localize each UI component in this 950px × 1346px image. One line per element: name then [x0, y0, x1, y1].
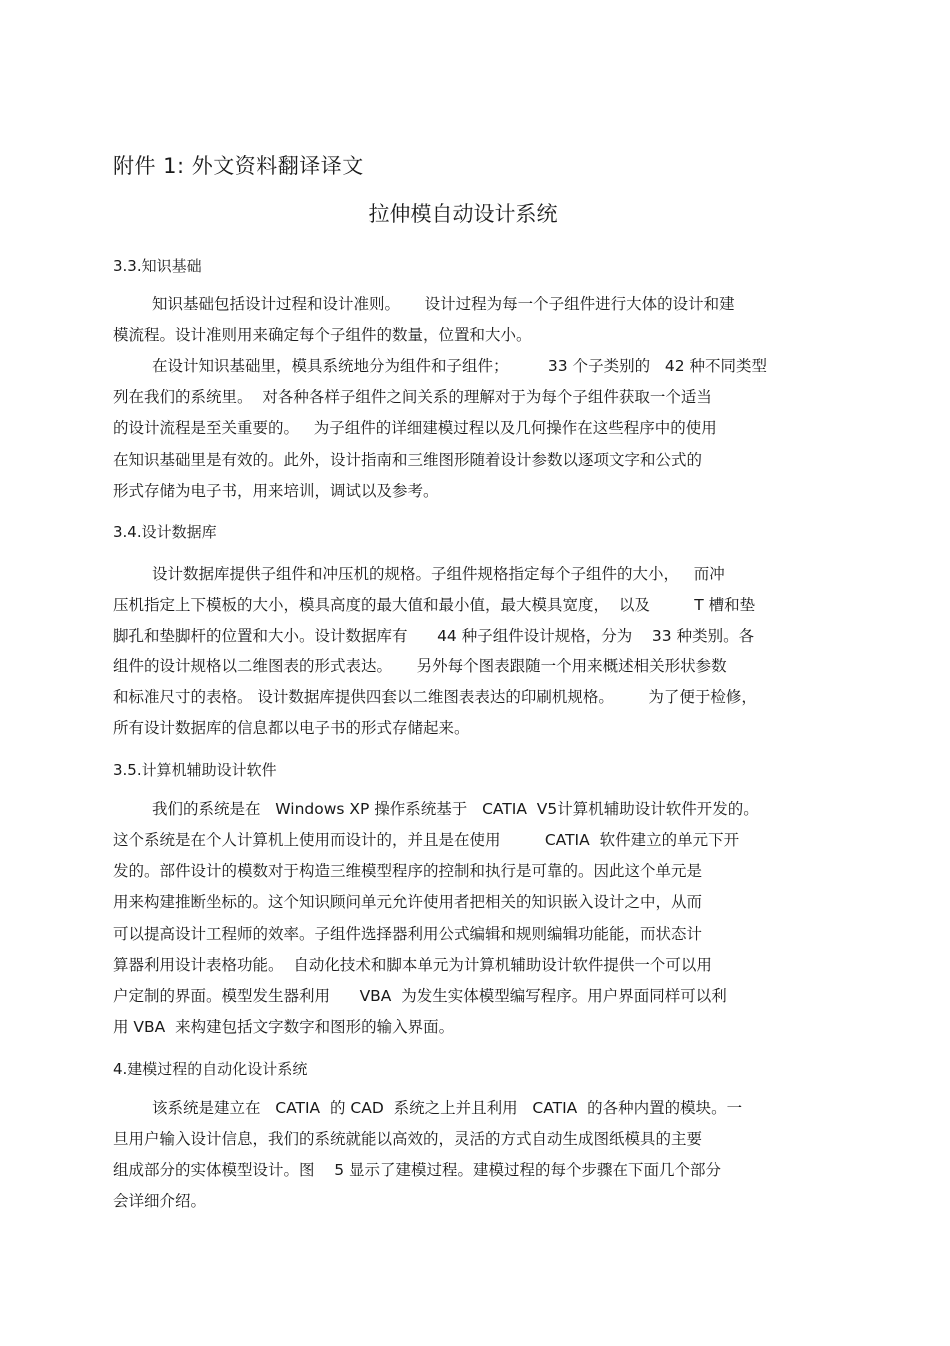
paragraph-line: 在知识基础里是有效的。此外，设计指南和三维图形随着设计参数以逐项文字和公式的 — [113, 451, 703, 469]
paragraph-line: 该系统是建立在 CATIA 的 CAD 系统之上并且利用 CATIA 的各种内置的模块。一 — [152, 1099, 743, 1117]
paragraph-line: 所有设计数据库的信息都以电子书的形式存储起来。 — [113, 719, 470, 737]
paragraph-line: 列在我们的系统里。 对各种各样子组件之间关系的理解对于为每个子组件获取一个适当 — [113, 388, 712, 406]
paragraph-line: 知识基础包括设计过程和设计准则。 设计过程为每一个子组件进行大体的设计和建 — [152, 295, 735, 313]
paragraph-line: 组件的设计规格以二维图表的形式表达。 另外每个图表跟随一个用来概述相关形状参数 — [113, 657, 727, 675]
paragraph-line: 旦用户输入设计信息，我们的系统就能以高效的，灵活的方式自动生成图纸模具的主要 — [113, 1130, 703, 1148]
paragraph-line: 压机指定上下模板的大小，模具高度的最大值和最小值，最大模具宽度， 以及 T 槽和垫 — [113, 596, 756, 614]
paragraph-line: 会详细介绍。 — [113, 1192, 207, 1210]
paragraph-line: 脚孔和垫脚杆的位置和大小。设计数据库有 44 种子组件设计规格，分为 33 种类别。各 — [113, 627, 755, 645]
paragraph-line: 模流程。设计准则用来确定每个子组件的数量，位置和大小。 — [113, 326, 532, 344]
attachment-title: 附件 1: 外文资料翻译译文 — [113, 154, 364, 178]
paragraph-line: 用 VBA 来构建包括文字数字和图形的输入界面。 — [113, 1018, 455, 1036]
section-heading-3-4: 3.4.设计数据库 — [113, 523, 217, 541]
document-title: 拉伸模自动设计系统 — [368, 202, 558, 226]
paragraph-line: 用来构建推断坐标的。这个知识顾问单元允许使用者把相关的知识嵌入设计之中，从而 — [113, 893, 703, 911]
section-heading-3-3: 3.3.知识基础 — [113, 257, 202, 275]
section-heading-4: 4.建模过程的自动化设计系统 — [113, 1060, 308, 1078]
section-heading-3-5: 3.5.计算机辅助设计软件 — [113, 761, 277, 779]
paragraph-line: 的设计流程是至关重要的。 为子组件的详细建模过程以及几何操作在这些程序中的使用 — [113, 419, 717, 437]
paragraph-line: 发的。部件设计的模数对于构造三维模型程序的控制和执行是可靠的。因此这个单元是 — [113, 862, 703, 880]
paragraph-line: 可以提高设计工程师的效率。子组件选择器利用公式编辑和规则编辑功能能，而状态计 — [113, 925, 703, 943]
paragraph-line: 设计数据库提供子组件和冲压机的规格。子组件规格指定每个子组件的大小， 而冲 — [152, 565, 725, 583]
paragraph-line: 组成部分的实体模型设计。图 5 显示了建模过程。建模过程的每个步骤在下面几个部分 — [113, 1161, 721, 1179]
paragraph-line: 这个系统是在个人计算机上使用而设计的，并且是在使用 CATIA 软件建立的单元下开 — [113, 831, 740, 849]
paragraph-line: 在设计知识基础里，模具系统地分为组件和子组件； 33 个子类别的 42 种不同类型 — [152, 357, 767, 375]
paragraph-line: 和标准尺寸的表格。 设计数据库提供四套以二维图表表达的印刷机规格。 为了便于检修， — [113, 688, 757, 706]
paragraph-line: 我们的系统是在 Windows XP 操作系统基于 CATIA V5计算机辅助设计软件开发的。 — [152, 800, 759, 818]
paragraph-line: 形式存储为电子书，用来培训，调试以及参考。 — [113, 482, 439, 500]
paragraph-line: 算器利用设计表格功能。 自动化技术和脚本单元为计算机辅助设计软件提供一个可以用 — [113, 956, 712, 974]
paragraph-line: 户定制的界面。模型发生器利用 VBA 为发生实体模型编写程序。用户界面同样可以利 — [113, 987, 727, 1005]
